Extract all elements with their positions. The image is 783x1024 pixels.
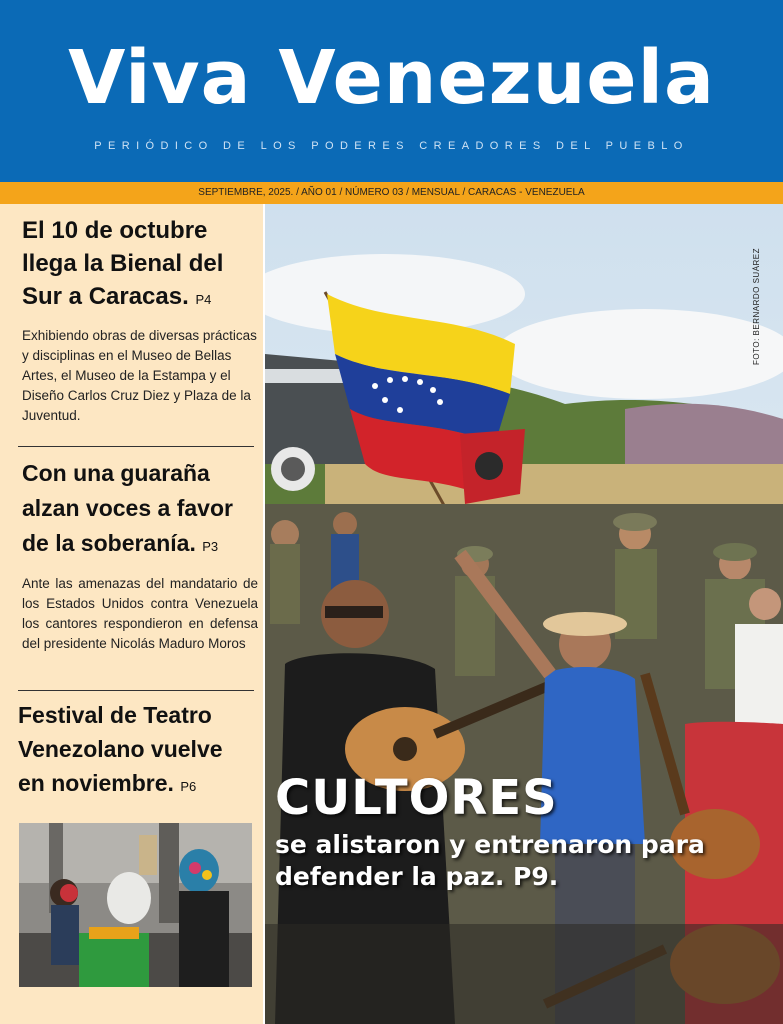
cover-headline: CULTORES bbox=[275, 770, 558, 826]
issue-info-bar bbox=[0, 182, 783, 204]
cover-photo bbox=[265, 204, 783, 1024]
story-headline bbox=[18, 698, 254, 804]
headline-text: Festival de Teatro Venezolano vuelve en noviembre. bbox=[18, 702, 223, 796]
story-summary: Ante las amenazas del mandatario de los Estados Unidos contra Venezuela los cantores respondieron en defensa del presidente Nicolás Maduro Moros bbox=[22, 576, 258, 651]
newspaper-tagline: PERIÓDICO DE LOS PODERES CREADORES DEL PUEBLO bbox=[94, 140, 689, 152]
story-summary: Exhibiendo obras de diversas prácticas y disciplinas en el Museo de Bellas Artes, el Museo de la Estampa y el Diseño Carlos Cruz Diez y Plaza de la Juventud. bbox=[22, 328, 257, 423]
cover-subheadline: se alistaron y entrenaron para defender la paz. P9. bbox=[275, 830, 705, 891]
story-headline bbox=[22, 456, 258, 564]
story-teatro[interactable] bbox=[18, 698, 254, 804]
headline-text: Con una guaraña alzan voces a favor de la soberanía. bbox=[22, 460, 233, 556]
newspaper-title: Viva Venezuela bbox=[68, 35, 715, 121]
headline-text: El 10 de octubre llega la Bienal del Sur a Caracas. bbox=[22, 217, 224, 310]
page-reference: P3 bbox=[202, 539, 219, 554]
page-reference: P6 bbox=[180, 779, 197, 794]
divider bbox=[18, 690, 254, 691]
issue-info-text: SEPTIEMBRE, 2025. / AÑO 01 / NÚMERO 03 / MENSUAL / CARACAS - VENEZUELA bbox=[198, 187, 585, 198]
theatre-photo bbox=[19, 823, 252, 987]
story-headline bbox=[22, 214, 258, 316]
theatre-photo-image bbox=[19, 823, 252, 987]
story-bienal[interactable] bbox=[22, 214, 258, 426]
cover-photo-image bbox=[265, 204, 783, 1024]
page-reference: P4 bbox=[195, 292, 212, 307]
divider bbox=[18, 446, 254, 447]
photo-credit: FOTO: BERNARDO SUÁREZ bbox=[752, 247, 761, 365]
masthead-banner bbox=[0, 0, 783, 182]
story-guarana[interactable] bbox=[22, 456, 258, 654]
